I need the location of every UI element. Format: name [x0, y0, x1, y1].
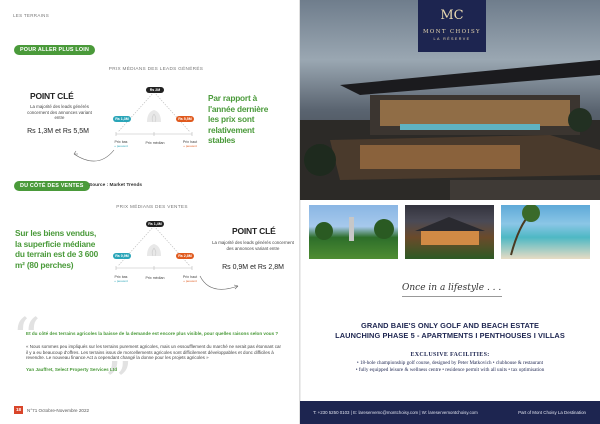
point-cle-2-title: POINT CLÉ — [232, 226, 276, 236]
quote-question: Et du côté des terrains agricoles la baisse de la demande est encore plus visible, pour quelles raisons selon vous ? — [26, 331, 279, 336]
chart1-mid-label: Prix médian — [145, 141, 165, 145]
pill-du-cote-des-ventes: DU CÔTÉ DES VENTES — [14, 181, 90, 191]
chart1-triangle — [110, 88, 200, 140]
point-cle-1-body: La majorité des leads générés concernent des annonces variant entre — [27, 104, 92, 121]
brand-logo — [418, 0, 486, 52]
point-cle-1-title: POINT CLÉ — [30, 91, 74, 101]
quote-author: Yan Jauffret, Select Property Services Ltd — [26, 367, 118, 372]
facilities-line-2: • fully equipped leisure & wellness centre • residence permit with all units • tax optimisation — [355, 367, 545, 373]
chart2-median-tag: Rs 1,4M — [146, 221, 164, 227]
tagline-underline — [402, 296, 502, 297]
hero-villa-photo — [300, 0, 600, 200]
logo-sub: LA RÉSERVE — [433, 37, 471, 41]
quote-text: « Nous sommes peu impliqués sur les terrains purement agricoles, mais un essoufflement du marché ne serait pas étonnant car il y a eu beaucoup d'offres. Les terrains issus de morcellements agricoles sont difficilement développables et donc difficiles à revendre. Le nouveau finance Act a cependant changé la donne pour les projets agricoles » — [26, 344, 282, 361]
ad-headline — [305, 321, 595, 341]
chart2-low-tag: Rs 0,9M — [113, 253, 131, 259]
source-label: Source : Market Trends — [89, 183, 143, 188]
chart1-title: PRIX MÉDIANS DES LEADS GÉNÉRÉS — [108, 66, 204, 71]
point-cle-2-range: Rs 0,9M et Rs 2,8M — [222, 264, 284, 271]
point-cle-1-range: Rs 1,3M et Rs 5,5M — [27, 128, 89, 135]
chart1-low-label: Prix bas + peuvent — [114, 140, 128, 149]
facilities-line-1: • 18-hole championship golf course, designed by Peter Matkovich • clubhouse & restaurant — [356, 360, 544, 366]
arrow-1 — [68, 140, 118, 170]
section-tag: LES TERRAINS — [13, 13, 50, 18]
chart2-triangle — [110, 222, 200, 274]
chart1-high-tag: Rs 5,5M — [176, 116, 194, 122]
chart2-title: PRIX MÉDIANS DES VENTES — [116, 204, 188, 209]
chart1-low-tag: Rs 1,3M — [113, 116, 131, 122]
point-cle-2-body: La majorité des leads générés concernent des annonces variant entre — [212, 240, 294, 251]
page-number: 18 — [15, 407, 22, 412]
ad-headline-line1: GRAND BAIE'S ONLY GOLF AND BEACH ESTATE — [361, 321, 539, 330]
beach-photo — [501, 205, 590, 259]
chart2-low-label: Prix bas + peuvent — [114, 275, 128, 284]
chart1-median-tag: Rs 2M — [146, 87, 164, 93]
logo-name: MONT CHOISY — [423, 29, 481, 35]
open-quote-icon: “ — [12, 307, 41, 372]
chart2-high-label: Prix haut + peuvent — [182, 275, 198, 284]
arrow-2 — [196, 272, 242, 298]
facilities-title: EXCLUSIVE FACILITIES: — [410, 352, 490, 358]
tagline-script: Once in a lifestyle . . . — [402, 283, 502, 293]
green-stat-1: Par rapport à l'année dernière les prix sont relativement stables — [208, 93, 269, 145]
clubhouse-photo — [405, 205, 494, 259]
ad-headline-line2: LAUNCHING PHASE 5 - APARTMENTS I PENTHOUSES I VILLAS — [335, 331, 565, 340]
green-stat-2: Sur les biens vendus, la superficie médiane du terrain est de 3 600 m² (80 perches) — [15, 228, 99, 270]
chart2-mid-label: Prix médian — [145, 276, 165, 280]
golf-course-photo — [309, 205, 398, 259]
footer-contact: T: +230 5250 0103 | E: lareservemc@montchoisy.com | W: lareservemontchoisy.com — [313, 410, 478, 415]
chart1-high-label: Prix haut + peuvent — [182, 140, 198, 149]
pill-pour-aller-plus-loin: POUR ALLER PLUS LOIN — [14, 45, 95, 55]
chart2-high-tag: Rs 2,8M — [176, 253, 194, 259]
ad-footer — [300, 401, 600, 424]
footer-tagline: Part of Mont Choisy La Destination — [518, 410, 586, 415]
logo-mark: MC — [440, 8, 464, 23]
issue-label: N°71 Octobre-Novembre 2022 — [27, 408, 90, 413]
close-quote-icon: ” — [104, 351, 133, 416]
